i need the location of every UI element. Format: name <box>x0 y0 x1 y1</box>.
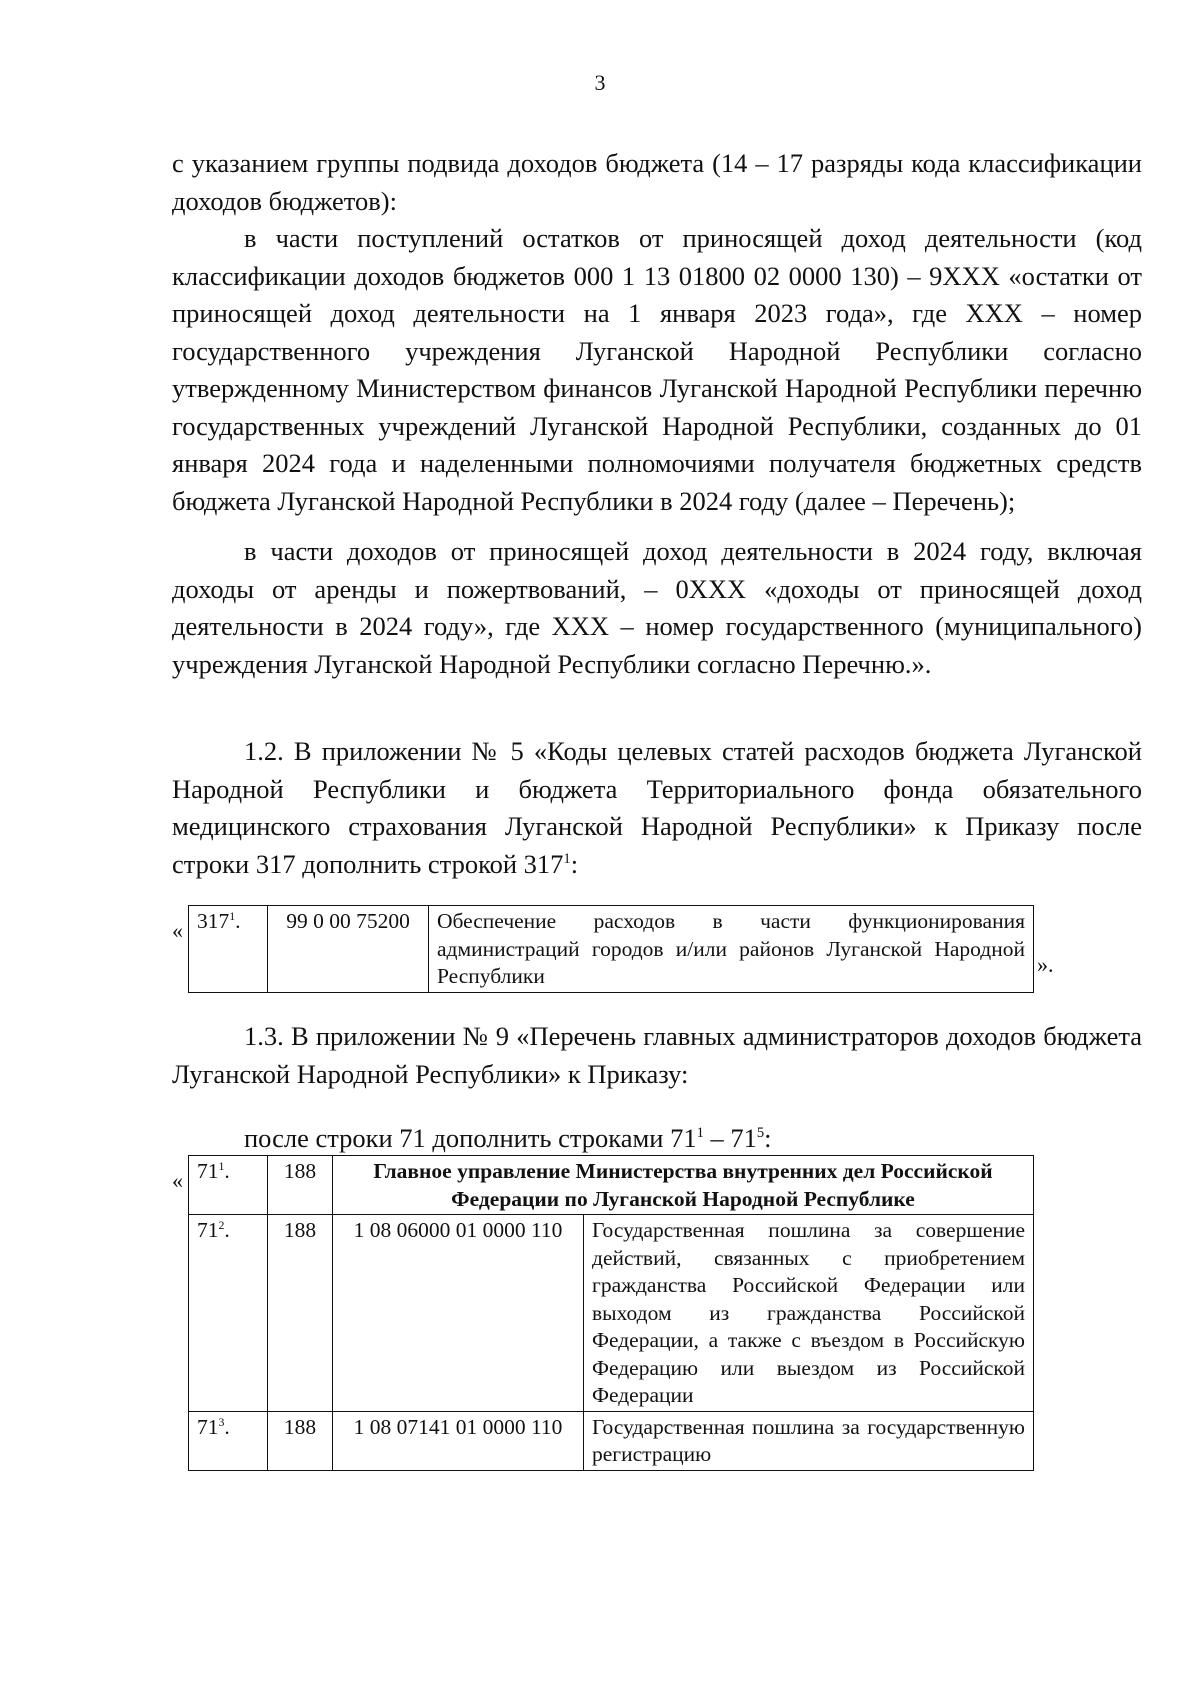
table-1-open-quote: « <box>172 918 183 943</box>
subsection-text: после строки 71 дополнить строками $71^1 - 71^5$: <box>244 1123 772 1153</box>
section-1-2 <box>172 733 1142 883</box>
section-1-2-tail: : <box>570 848 579 879</box>
table-row <box>189 1215 1034 1412</box>
page-number: 3 <box>594 70 606 95</box>
intro-paragraph: с указанием группы подвида доходов бюджета (14 – 17 разряды кода классификации доходов бюджетов): <box>172 148 1142 216</box>
row-number-cell: $71^3$. <box>189 1411 268 1470</box>
admin-code-cell: 188 <box>268 1156 333 1215</box>
table-1-close-quote: ». <box>1037 952 1054 977</box>
row-number-cell: $71^2$. <box>189 1215 268 1412</box>
description-cell: Обеспечение расходов в части функционирования администраций городов и/или районов Луганской Народной Республики <box>429 906 1034 993</box>
administrator-header-cell: Главное управление Министерства внутренних дел Российской Федерации по Луганской Народной Республике <box>333 1156 1034 1215</box>
paragraph-residuals: в части поступлений остатков от приносящей доход деятельности (код классификации доходов бюджетов 000 1 13 01800 02 0000 130) – 9ХХХ «остатки от приносящей доход деятельности на 1 января 2023 года», где ХХХ – номер государственного учреждения Луганской Народной Республики согласно утвержденному Министерством финансов Луганской Народной Республики перечню государственных учреждений Луганской Народной Республики, созданных до 01 января 2024 года и наделенными полномочиями получателя бюджетных средств бюджета Луганской Народной Республики в 2024 году (далее – Перечень); <box>172 223 1142 516</box>
code-cell: 99 0 00 75200 <box>268 906 429 993</box>
revenue-code-cell: 1 08 06000 01 0000 110 <box>333 1215 584 1412</box>
table-row <box>189 1411 1034 1470</box>
admin-code-cell: 188 <box>268 1215 333 1412</box>
paragraph-income: в части доходов от приносящей доход деятельности в 2024 году, включая доходы от аренды и пожертвований, – 0ХХХ «доходы от приносящей доход деятельности в 2024 году», где ХХХ – номер государственного (муниципального) учреждения Луганской Народной Республики согласно Перечню.». <box>172 536 1142 679</box>
section-1-2-text: 1.2. В приложении № 5 «Коды целевых статей расходов бюджета Луганской Народной Республики и бюджета Территориального фонда обязательного медицинского страхования Луганской Народной Республики» к Приказу после строки 317 дополнить строкой 317 <box>172 736 1142 879</box>
description-cell: Государственная пошлина за совершение действий, связанных с приобретением гражданства Российской Федерации или выходом из гражданства Российской Федерации, а также с въездом в Российскую Федерацию или выездом из Российской Федерации <box>584 1215 1034 1412</box>
section-1-2-sup: 1 <box>563 850 571 867</box>
table-row <box>189 1156 1034 1215</box>
table-target-articles <box>188 905 1034 993</box>
description-cell: Государственная пошлина за государственную регистрацию <box>584 1411 1034 1470</box>
table-row <box>189 906 1034 993</box>
admin-code-cell: 188 <box>268 1411 333 1470</box>
table-2-open-quote: « <box>172 1168 183 1193</box>
row-number-cell: $317^1$. <box>189 906 268 993</box>
revenue-code-cell: 1 08 07141 01 0000 110 <box>333 1411 584 1470</box>
row-number-cell: $71^1$. <box>189 1156 268 1215</box>
section-1-3: 1.3. В приложении № 9 «Перечень главных администраторов доходов бюджета Луганской Народной Республики» к Приказу: <box>172 1021 1142 1089</box>
table-revenue-administrators <box>188 1155 1034 1471</box>
